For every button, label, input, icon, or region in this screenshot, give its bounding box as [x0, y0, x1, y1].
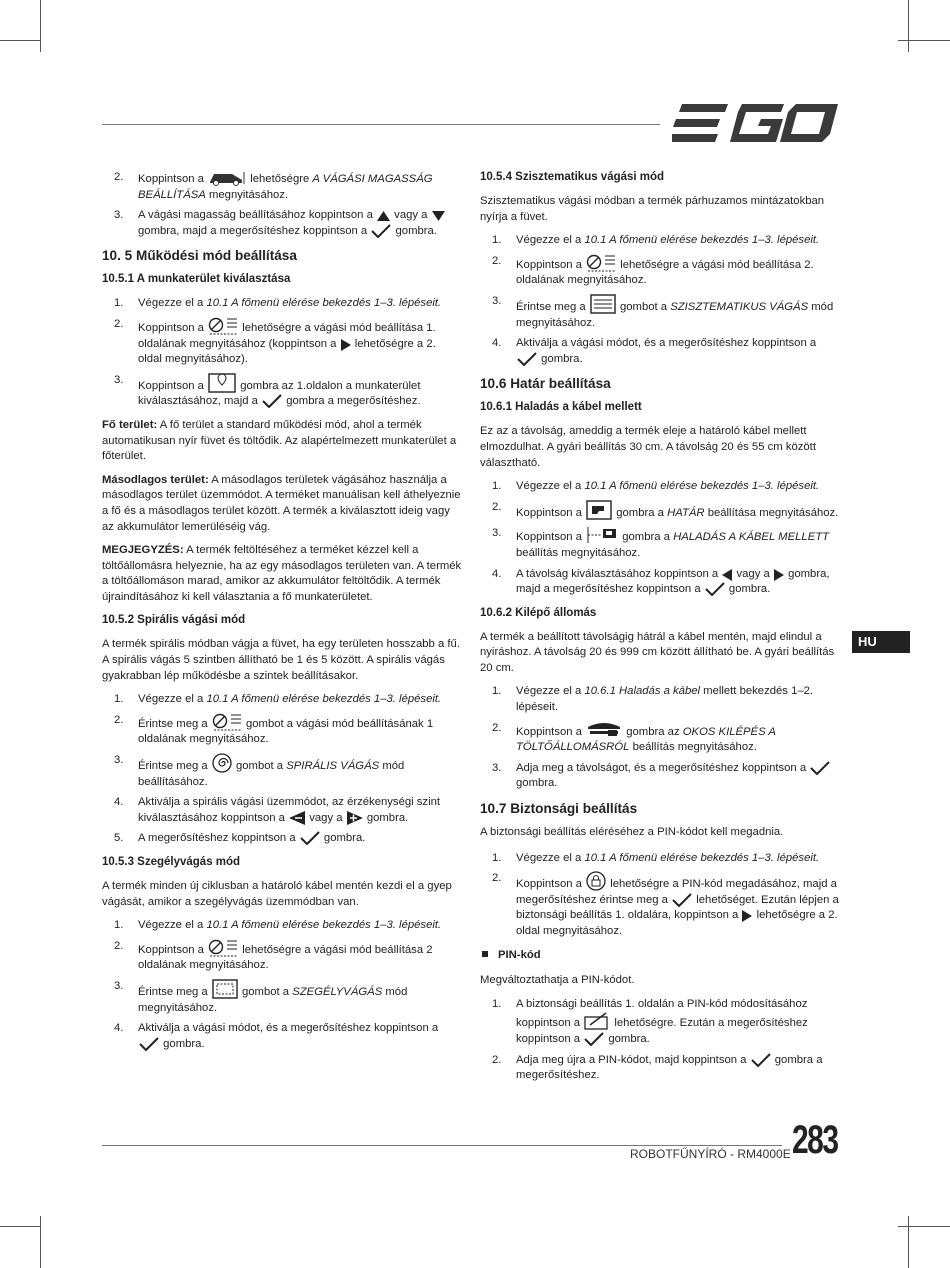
crop-mark [40, 1216, 41, 1268]
systematic-cut-icon [590, 294, 616, 314]
page-number: 283 [792, 1118, 838, 1162]
paragraph-exit-station: A termék a beállított távolságig hátrál a kábel mentén, majd elindul a nyiráshoz. A távolság 20 és 999 cm között állítható be. A gyári beállítás 20 cm. [480, 630, 835, 674]
edit-pin-icon [584, 1012, 610, 1030]
wire-follow-icon [586, 526, 618, 544]
arrow-down-icon [432, 211, 445, 222]
checkmark-icon [672, 893, 692, 907]
list-item: 2. Koppintson a gombra a HATÁR beállítása megnyitásához. [492, 500, 839, 519]
cutting-mode-icon [212, 713, 242, 731]
list-item: 2. Koppintson a lehetőségre a vágási mód beállítása 2. oldalának megnyitásához. [492, 254, 814, 287]
list-item: 2. Adja meg újra a PIN-kódot, majd koppintson a gombra a megerősítéshez. [492, 1053, 823, 1082]
list-item: 1. A biztonsági beállítás 1. oldalán a PIN-kód módosításához koppintson a lehetőségre. Ezután a megerősítéshez koppintson a gombra. [492, 997, 808, 1045]
crop-mark [0, 40, 40, 41]
list-item: 1. Végezze el a 10.1 A főmenü elérése bekezdés 1–3. lépéseit. [492, 480, 820, 493]
list-item: 2. Koppintson a lehetőségre A VÁGÁSI MAGASSÁG BEÁLLÍTÁSA megnyitásához. [114, 171, 433, 201]
checkmark-icon [262, 394, 282, 408]
section-title-10-6-1: 10.6.1 Haladás a kábel mellett [480, 401, 642, 414]
list-item: 4. Aktiválja a vágási módot, és a megerősítéshez koppintson a gombra. [492, 337, 817, 365]
arrow-left-icon [722, 569, 732, 581]
section-title-10-5-1: 10.5.1 A munkaterület kiválasztása [102, 273, 291, 286]
paragraph-main-area: Fő terület: A fő terület a standard működési mód, ahol a termék automatikusan nyír füvet és töltődik. Az alapértelmezett munkaterület a főterület. [102, 418, 457, 463]
paragraph-spiral: A termék spirális módban vágja a füvet, ha egy területen hosszabb a fű. A spirális vágás 5 szintben állítható be 1 és 5 között. A spirális vágás gyakrabban lép működésbe a szintek beállításakor. [102, 638, 460, 682]
list-item: 5. A megerősítéshez koppintson a gombra. [114, 832, 366, 845]
checkmark-icon [810, 761, 830, 775]
ego-logo [672, 104, 842, 147]
right-column [480, 170, 840, 1092]
list-item: 1. Végezze el a 10.1 A főmenü elérése bekezdés 1–3. lépéseit. [114, 297, 442, 310]
edge-cut-icon [212, 979, 238, 999]
smart-exit-icon [586, 721, 622, 739]
footer-rule [102, 1145, 782, 1146]
left-column [102, 170, 462, 1060]
cutting-mode-icon [586, 254, 616, 272]
checkmark-icon [517, 352, 537, 366]
plus-right-icon [347, 811, 363, 825]
bullet-square [482, 951, 488, 957]
section-title-10-7: 10.7 Biztonsági beállítás [480, 801, 638, 817]
list-item: 1. Végezze el a 10.1 A főmenü elérése bekezdés 1–3. lépéseit. [492, 234, 820, 247]
arrow-right-icon [341, 339, 351, 351]
steps-10-5-1 [102, 296, 462, 410]
work-area-icon [208, 373, 236, 393]
list-item: 4. A távolság kiválasztásához koppintson a vagy a gombra, majd a megerősítéshez koppintson a gombra. [492, 567, 830, 596]
steps-10-6-2 [480, 684, 840, 792]
list-item: 3. Érintse meg a gombot a SPIRÁLIS VÁGÁS mód beállításához. [114, 754, 405, 788]
list-item: 2. Koppintson a gombra az OKOS KILÉPÉS A TÖLTŐÁLLOMÁSRÓL beállítás megnyitásához. [492, 721, 776, 754]
section-title-10-6: 10.6 Határ beállítása [480, 376, 611, 392]
list-item: 1. Végezze el a 10.1 A főmenü elérése bekezdés 1–3. lépéseit. [114, 693, 442, 706]
list-item: 4. Aktiválja a spirális vágási üzemmódot, az érzékenységi szint kiválasztásához koppintson a vagy a gombra. [114, 796, 441, 824]
crop-mark [908, 1216, 909, 1268]
checkmark-icon [371, 224, 391, 238]
list-item: 3. Koppintson a gombra az 1.oldalon a munkaterület kiválasztásához, majd a gombra a megerősítéshez. [114, 373, 421, 408]
list-item: 2. Koppintson a lehetőségre a vágási mód beállítása 2 oldalának megnyitásához. [114, 939, 433, 972]
footer-model: ROBOTFŰNYÍRÓ - RM4000E [630, 1147, 791, 1161]
list-item: 2. Koppintson a lehetőségre a PIN-kód megadásához, majd a megerősítéshez érintse meg a lehetőséget. Ezután lépjen a biztonsági beállítás 1. oldalára, koppintson a lehetőségre a 2. oldal megnyitásához. [492, 872, 839, 937]
paragraph-wire-follow: Ez az a távolság, ameddig a termék eleje a határoló kábel mellett elmozdulhat. A gyári beállítás 30 cm. A távolság 20 és 55 cm között választható. [480, 425, 816, 469]
section-title-10-5-4: 10.5.4 Szisztematikus vágási mód [480, 171, 665, 183]
arrow-up-icon [377, 211, 390, 222]
cutting-mode-icon [208, 317, 238, 335]
section-title-10-6-2: 10.6.2 Kilépő állomás [480, 606, 597, 619]
list-item: 1. Végezze el a 10.1 A főmenü elérése bekezdés 1–3. lépéseit. [492, 851, 820, 864]
checkmark-icon [300, 831, 320, 845]
steps-10-5-3 [102, 918, 462, 1052]
steps-10-5-2 [102, 692, 462, 847]
crop-mark [0, 1226, 40, 1227]
list-item: 2. Érintse meg a gombot a vágási mód beállításának 1 oldalának megnyitásához. [114, 713, 434, 746]
language-tab: HU [852, 631, 910, 653]
boundary-icon [586, 500, 612, 520]
steps-10-7 [480, 851, 840, 940]
paragraph-security: A biztonsági beállítás eléréséhez a PIN-kódot kell megadnia. [480, 826, 784, 839]
pin-bullet: PIN-kód [480, 948, 840, 964]
list-item: 3. Érintse meg a gombot a SZEGÉLYVÁGÁS mód megnyitásához. [114, 979, 408, 1014]
checkmark-icon [751, 1053, 771, 1067]
list-item: 4. Aktiválja a vágási módot, és a megerősítéshez koppintson a gombra. [114, 1022, 439, 1050]
arrow-right-icon [742, 910, 752, 922]
arrow-right-icon [774, 569, 784, 581]
list-item: 3. Érintse meg a gombot a SZISZTEMATIKUS VÁGÁS mód megnyitásához. [492, 294, 834, 329]
steps-pin [480, 997, 840, 1084]
crop-mark [898, 40, 950, 41]
crop-mark [908, 0, 909, 52]
section-title-10-5-3: 10.5.3 Szegélyvágás mód [102, 856, 241, 868]
mower-height-icon [208, 170, 246, 186]
steps-10-6-1 [480, 479, 840, 598]
list-item: 2. Koppintson a lehetőségre a vágási mód beállítása 1. oldalának megnyitásához (koppintson a lehetőségre a 2. oldal megnyitásához). [114, 317, 436, 366]
header-rule [102, 124, 660, 125]
cutting-mode-icon [208, 939, 238, 957]
lock-shield-icon [586, 871, 606, 891]
checkmark-icon [584, 1032, 604, 1046]
list-item: 3. Adja meg a távolságot, és a megerősítéshez koppintson a gombra. [480, 761, 840, 792]
checkmark-icon [139, 1037, 159, 1051]
paragraph-edge: A termék minden új ciklusban a határoló kábel mentén kezdi el a gyep vágását, amikor a szegélyvágás üzemmódban van. [102, 880, 452, 908]
checkmark-icon [705, 582, 725, 596]
section-title-10-5-2: 10.5.2 Spirális vágási mód [102, 614, 246, 627]
list-item: 1. Végezze el a 10.6.1 Haladás a kábel mellett bekezdés 1–2. lépéseit. [492, 685, 814, 714]
paragraph-secondary-area: Másodlagos terület: A másodlagos területek vágásához használja a másodlagos terület üzemmódot. A terméket manuálisan kell áthelyeznie a fő és a másodlagos terület között. A termék a kiválasztott ideig vagy az akkumulátor lemerüléséig vág. [102, 473, 461, 533]
steps-10-5-4 [480, 233, 840, 367]
paragraph-pin: Megváltoztathatja a PIN-kódot. [480, 974, 635, 987]
minus-left-icon [289, 811, 305, 825]
crop-mark [40, 0, 41, 52]
paragraph-systematic: Szisztematikus vágási módban a termék párhuzamos mintázatokban nyírja a füvet. [480, 195, 825, 223]
section-title-10-5: 10. 5 Működési mód beállítása [102, 248, 297, 264]
list-item: 3. Koppintson a gombra a HALADÁS A KÁBEL MELLETT beállítás megnyitásához. [492, 527, 830, 559]
paragraph-note: MEGJEGYZÉS: A termék feltöltéséhez a terméket kézzel kell a töltőállomásra helyeznie, ha az egy másodlagos területen van. A termék a töltőállomáson marad, amikor az akkumulátor feltöltődik. A termék újraindításához ki kell választania a fő munkaterületet. [102, 544, 462, 603]
spiral-icon [212, 753, 232, 773]
list-item: 3. A vágási magasság beállításához koppintson a vagy a gombra, majd a megerősítéshez koppintson a gombra. [102, 208, 462, 239]
intro-steps [102, 170, 462, 239]
crop-mark [898, 1226, 950, 1227]
list-item: 1. Végezze el a 10.1 A főmenü elérése bekezdés 1–3. lépéseit. [114, 919, 442, 932]
